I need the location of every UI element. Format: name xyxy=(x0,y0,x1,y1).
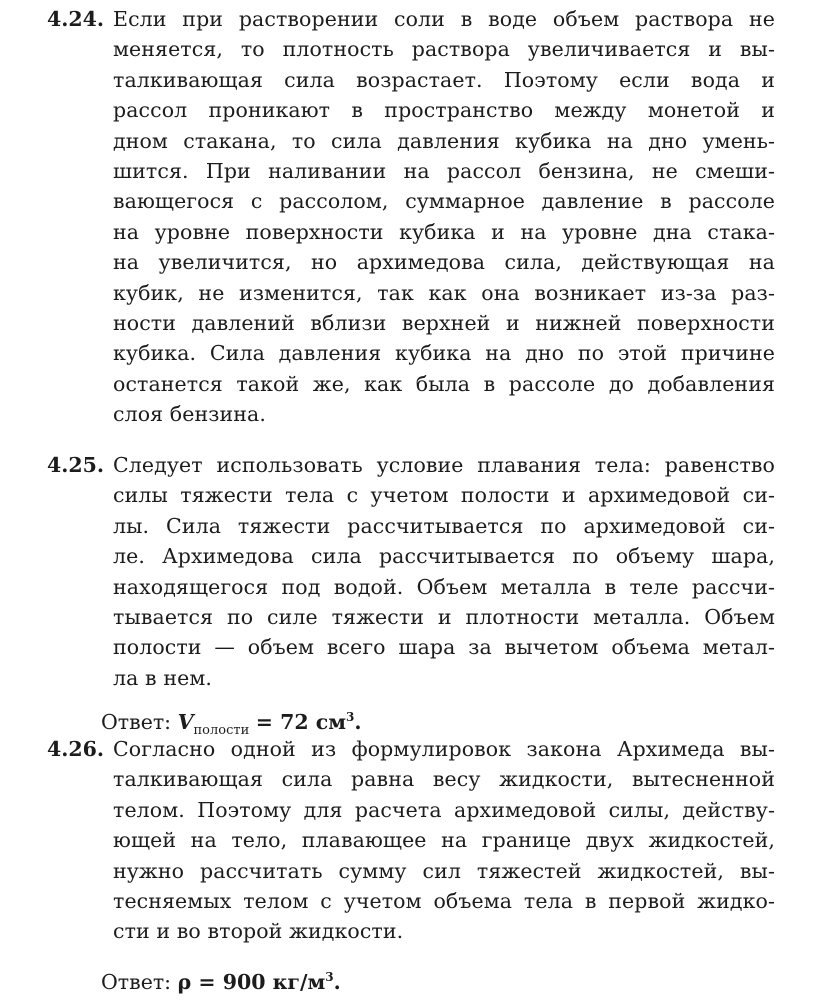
text-line: Если при растворении соли в воде объем раствора не xyxy=(113,7,775,31)
answer-suffix: . xyxy=(354,710,362,734)
answer-value: = 72 см xyxy=(255,710,347,734)
text-line: сти и во второй жидкости. xyxy=(113,919,404,944)
text-line: нужно рассчитать сумму сил тяжестей жидкостей, вы- xyxy=(113,858,775,883)
text-line: талкивающая сила равна весу жидкости, вытесненной xyxy=(113,767,775,792)
problem-number: 4.26. xyxy=(47,737,105,761)
problem-4-26 xyxy=(0,734,775,947)
problem-number: 4.24. xyxy=(47,7,105,31)
text-line: рассол проникают в пространство между монетой и xyxy=(113,98,775,123)
text-line: кубика. Сила давления кубика на дно по этой причине xyxy=(113,341,775,366)
answer-value: ρ = 900 кг/м xyxy=(177,970,326,994)
text-line: ющей на тело, плавающее на границе двух жидкостей, xyxy=(113,828,775,853)
answer-suffix: . xyxy=(333,970,341,994)
text-line: шится. При наливании на рассол бензина, не смеши- xyxy=(113,159,775,184)
text-line: дном стакана, то сила давления кубика на дно умень- xyxy=(113,128,775,153)
answer-subscript: полости xyxy=(193,723,250,738)
text-line: находящегося под водой. Объем металла в теле рассчи- xyxy=(113,574,775,599)
text-line: тесняемых телом с учетом объема тела в первой жидко- xyxy=(113,889,775,914)
text-line: Согласно одной из формулировок закона Архимеда вы- xyxy=(113,737,775,761)
answer-label: Ответ: xyxy=(101,710,172,734)
problem-text xyxy=(113,450,775,693)
problem-text xyxy=(113,734,775,947)
text-line: вающегося с рассолом, суммарное давление в рассоле xyxy=(113,189,775,214)
text-line: ла в нем. xyxy=(113,665,212,690)
text-line: меняется, то плотность раствора увеличивается и вы- xyxy=(113,37,775,62)
text-line: на увеличится, но архимедова сила, действующая на xyxy=(113,250,775,275)
answer-superscript: 3 xyxy=(325,970,334,984)
text-line: Следует использовать условие плавания тела: равенство xyxy=(113,453,775,477)
text-line: силы тяжести тела с учетом полости и архимедовой си- xyxy=(113,483,775,508)
text-line: ности давлений вблизи верхней и нижней поверхности xyxy=(113,311,775,336)
text-line: кубик, не изменится, так как она возникает из-за раз- xyxy=(113,280,775,305)
text-line: на уровне поверхности кубика и на уровне дна стака- xyxy=(113,219,775,244)
answer-superscript: 3 xyxy=(346,710,355,724)
text-line: тывается по силе тяжести и плотности металла. Объем xyxy=(113,605,775,630)
text-line: лы. Сила тяжести рассчитывается по архимедовой си- xyxy=(113,513,775,538)
answer-label: Ответ: xyxy=(101,970,172,994)
problem-text xyxy=(113,4,775,430)
problem-number: 4.25. xyxy=(47,453,105,477)
text-line: телом. Поэтому для расчета архимедовой силы, действу- xyxy=(113,797,775,822)
problem-4-24 xyxy=(0,4,775,430)
text-line: полости — объем всего шара за вычетом объема метал- xyxy=(113,635,775,660)
answer-4-26 xyxy=(101,962,341,997)
answer-variable: V xyxy=(177,710,194,734)
text-line: ле. Архимедова сила рассчитывается по объему шара, xyxy=(113,544,775,569)
text-line: талкивающая сила возрастает. Поэтому если вода и xyxy=(113,67,775,92)
problem-4-25 xyxy=(0,450,775,693)
text-line: слоя бензина. xyxy=(113,402,266,427)
text-line: останется такой же, как была в рассоле до добавления xyxy=(113,371,775,396)
